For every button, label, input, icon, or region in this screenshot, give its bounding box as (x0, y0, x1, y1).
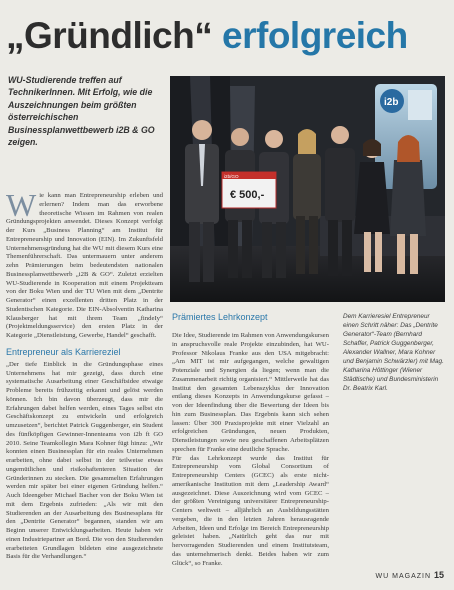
award-photo-drawing (170, 76, 445, 302)
headline-part-2: erfolgreich (222, 15, 408, 56)
headline-part-1: „Gründlich“ (6, 15, 213, 56)
check-amount: € 500,- (230, 189, 265, 201)
teaching-paragraph: Die Idee, Studierende im Rahmen von Anwendungskursen in anspruchsvolle reale Projekte einzubinden, hat WU-Professor Nikolaus Franke aus den USA mitgebracht: „Am MIT ist mir aufgegangen, welche gewaltigen Potenziale und Synergien da liegen; wenn man die Zusammenarbeit richtig organisiert.“ Mittlerweile hat das Institut den gesamten Lebenszyklus der Innovation entlang dieses Konzepts in Anwendungskurse gefasst – von der Ideenfindung über die Bewertung der Ideen bis hin zum Businessplan. Das Ergebnis kann sich sehen lassen: Über 300 Praxisprojekte mit einer Vielzahl an erfolgreichen Gründungen, neuen Produkten, Dienstleistungen sowie neu geschaffenen Arbeitsplätzen sprechen für Franke eine deutliche Sprache. (172, 332, 329, 453)
magazine-name: WU MAGAZIN (375, 573, 432, 580)
stage-logo-text: i2b (384, 97, 399, 108)
drop-cap: W (6, 187, 37, 223)
career-paragraph: „Der tiefe Einblick in die Gründungsphase eines Unternehmens hat mir gezeigt, dass durch eine systematische Ausarbeitung einer Geschäftsidee etwaige Probleme bereits frühzeitig erkannt und gelöst werden können. Ich bin davon überzeugt, dass mir die Erfahrungen dabei helfen werden, eines Tages selbst ein Geschäftskonzept zu entwickeln und erfolgreich umzusetzen“, berichtet Patrick Guggenberger, ein Student des fünfköpfigen Gewinner-Innenteams von i2b ft GO 2010. Seine Teamkollegin Mara Kohner fügt hinzu: „Wir konnten einen Businessplan für ein reales Unternehmen erarbeiten, ohne dabei selbst in der teilweise etwas ungemütlichen und risikohaftenteren Situation der Gründerinnen zu stecken. Die gesammelten Erfahrungen werden mir später bei einer eigenen Gründung helfen.“ Auch Ideengeber Michael Bacher von der Boku Wien ist mit dem Ergebnis zufrieden: „Als wir mit den Studierenden an der Ausarbeitung des Businessplans für den „Dentrite Generator“ begannen, standen wir am Beginn unserer Entwicklungsarbeiten. Heute haben wir einen Industriepartner an Bord. Die von den Studierenden erarbeiteten Grundlagen bildeten eine ausgezeichnete Basis für die Verhandlungen.“ (6, 360, 163, 561)
lead-paragraph: WU-Studierende treffen auf TechnikerInnen. Mit Erfolg, wie die Auszeichnungen beim größten österreichischen Businessplanwettbewerb i2B & GO zeigen. (8, 75, 155, 148)
prize-check (222, 172, 276, 208)
subhead-teaching: Prämiertes Lehrkonzept (172, 312, 268, 322)
subhead-career: Entrepreneur als Karriereziel (6, 346, 121, 357)
award-paragraph: Für das Lehrkonzept wurde das Institut für Entrepreneurship vom Global Consortium of Entrepreneurship Centers (GCEC) als erste nicht-amerikanische Institution mit dem „Leadership Award“ ausgezeichnet. Diese Auszeichnung wird vom GCEC – der größten Vereinigung universitärer Entrepreneurship-Centers weltweit – alljährlich an Ausbildungsstätten vergeben, die in den letzten Jahren herausragende Arbeiten, Ideen und Erfolge im Bereich Entrepreneurship geleistet haben. „Natürlich geht das nur mit hervorragenden Studierenden und einem Institutsteam, das unternehmerisch denkt. Beides haben wir zum Glück“, so Franke. (172, 454, 329, 567)
intro-text: ie kann man Entrepreneurship erleben und erlernen? Indem man das erworbene theoretische Wissen im Rahmen von realen Gründungsprojekten anwendet. Dieses Konzept verfolgt der Kurs „Business Planning“ am Institut für Entrepreneurship und Innovation (EIN). Im Zukunftsfeld Unternehmensgründung hat die WU mit diesem Kurs eine Themenführerschaft. Das untermauern unter anderem zehn Prämierungen beim bedeutendsten nationalen Businessplanwettbewerb „i2B & GO“. Zuletzt erzielten WU-Studierende in Kooperation mit einem Projektteam von der Boku Wien und der TU Wien mit dem „Dentrite Generator“ einen exzellenten dritten Platz in der Studentischen Kategorie. Die EIN-Absolventin Katharina Klausberger hat mit ihrem Team „findeIy“ (Projektmeldungsservice) den ersten Platz in der Kategorie „Dienstleistung, Gewerbe, Handel“ geschafft. (6, 192, 163, 339)
page-number: 15 (433, 570, 444, 580)
award-photo (170, 76, 445, 302)
headline (6, 14, 454, 58)
article-column-2 (172, 312, 329, 568)
page-footer (376, 570, 444, 580)
article-column-1 (6, 187, 163, 562)
intro-paragraph (6, 187, 163, 341)
check-header: i2b/GO (224, 174, 239, 179)
photo-caption: Dem Karrieresiel Entrepreneur einen Schritt näher: Das „Dentrite Generator“-Team (Bernhard Schaffer, Patrick Guggenberger, Alexander Wallner, Mara Kohner und Benjamin Schwärzler) mit Mag. Katharina Höttinger (Wiener Städtische) und Bundesministerin Dr. Beatrix Karl. (343, 313, 444, 392)
